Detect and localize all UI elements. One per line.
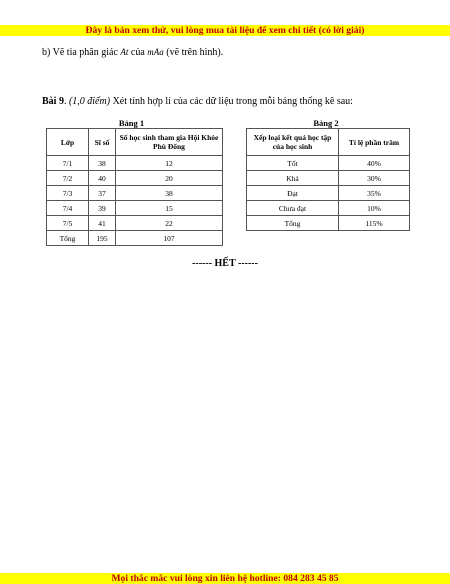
table-cell: 10% <box>339 201 410 216</box>
table-row <box>47 216 223 231</box>
exercise-9: Bài 9. (1,0 điểm) Xét tính hợp lí của các dữ liệu trong mỗi bảng thống kê sau: <box>42 96 353 107</box>
table-row <box>247 201 410 216</box>
preview-banner <box>0 25 450 36</box>
exercise-text: Xét tính hợp lí của các dữ liệu trong mỗi bảng thống kê sau: <box>112 96 353 107</box>
table-row <box>247 171 410 186</box>
table-cell: 7/3 <box>47 186 89 201</box>
table-cell: 38 <box>89 156 116 171</box>
question-b <box>42 47 223 58</box>
table-row <box>47 231 223 246</box>
table-row <box>247 156 410 171</box>
table-1 <box>46 128 223 246</box>
table-row <box>247 216 410 231</box>
table-cell: Đạt <box>247 186 339 201</box>
exercise-label: Bài 9 <box>42 96 64 107</box>
table-cell: 7/5 <box>47 216 89 231</box>
ray-label: At <box>120 47 129 57</box>
table1-header-class: Lớp <box>47 129 89 156</box>
table-cell: Khá <box>247 171 339 186</box>
table-cell: 195 <box>89 231 116 246</box>
table-row <box>47 156 223 171</box>
question-b-prefix: b) Vẽ tia phân giác <box>42 47 118 58</box>
table1-caption: Bảng 1 <box>118 118 145 128</box>
table-cell: Tốt <box>247 156 339 171</box>
table-cell: 37 <box>89 186 116 201</box>
table-cell: 12 <box>116 156 223 171</box>
table-cell: 41 <box>89 216 116 231</box>
table-cell: Tổng <box>247 216 339 231</box>
table-cell: Chưa đạt <box>247 201 339 216</box>
table-cell: 15 <box>116 201 223 216</box>
question-b-middle: của <box>130 47 145 58</box>
table-row <box>47 171 223 186</box>
table2-header-percent: Tỉ lệ phần trăm <box>339 129 410 156</box>
end-marker: ------ HẾT ------ <box>192 258 258 269</box>
table-row <box>47 201 223 216</box>
table2-header-rank: Xếp loại kết quả học tập của học sinh <box>247 129 339 156</box>
table-cell: 40% <box>339 156 410 171</box>
hotline-banner-text: Mọi thắc mắc vui lòng xin liên hệ hotline: 084 283 45 85 <box>111 573 339 584</box>
hotline-banner <box>0 573 450 584</box>
table2-caption: Bảng 2 <box>313 118 339 128</box>
preview-banner-text: Đây là bản xem thử, vui lòng mua tài liệu để xem chi tiết (có lời giải) <box>85 25 365 36</box>
table-cell: Tổng <box>47 231 89 246</box>
table-cell: 107 <box>116 231 223 246</box>
table-cell: 35% <box>339 186 410 201</box>
table-cell: 38 <box>116 186 223 201</box>
table-cell: 115% <box>339 216 410 231</box>
table-cell: 7/2 <box>47 171 89 186</box>
question-b-suffix: (vẽ trên hình). <box>166 47 224 58</box>
exercise-points: (1,0 điểm) <box>68 96 111 107</box>
table-row <box>247 186 410 201</box>
table1-header-participants: Số học sinh tham gia Hội Khỏe Phù Đổng <box>116 129 223 156</box>
table-2 <box>246 128 410 231</box>
table-cell: 7/1 <box>47 156 89 171</box>
table-row <box>47 186 223 201</box>
table-cell: 40 <box>89 171 116 186</box>
table-cell: 39 <box>89 201 116 216</box>
table-cell: 20 <box>116 171 223 186</box>
angle-label: mAa <box>147 47 164 57</box>
table-cell: 22 <box>116 216 223 231</box>
table-cell: 7/4 <box>47 201 89 216</box>
table1-header-size: Sĩ số <box>89 129 116 156</box>
table-cell: 30% <box>339 171 410 186</box>
